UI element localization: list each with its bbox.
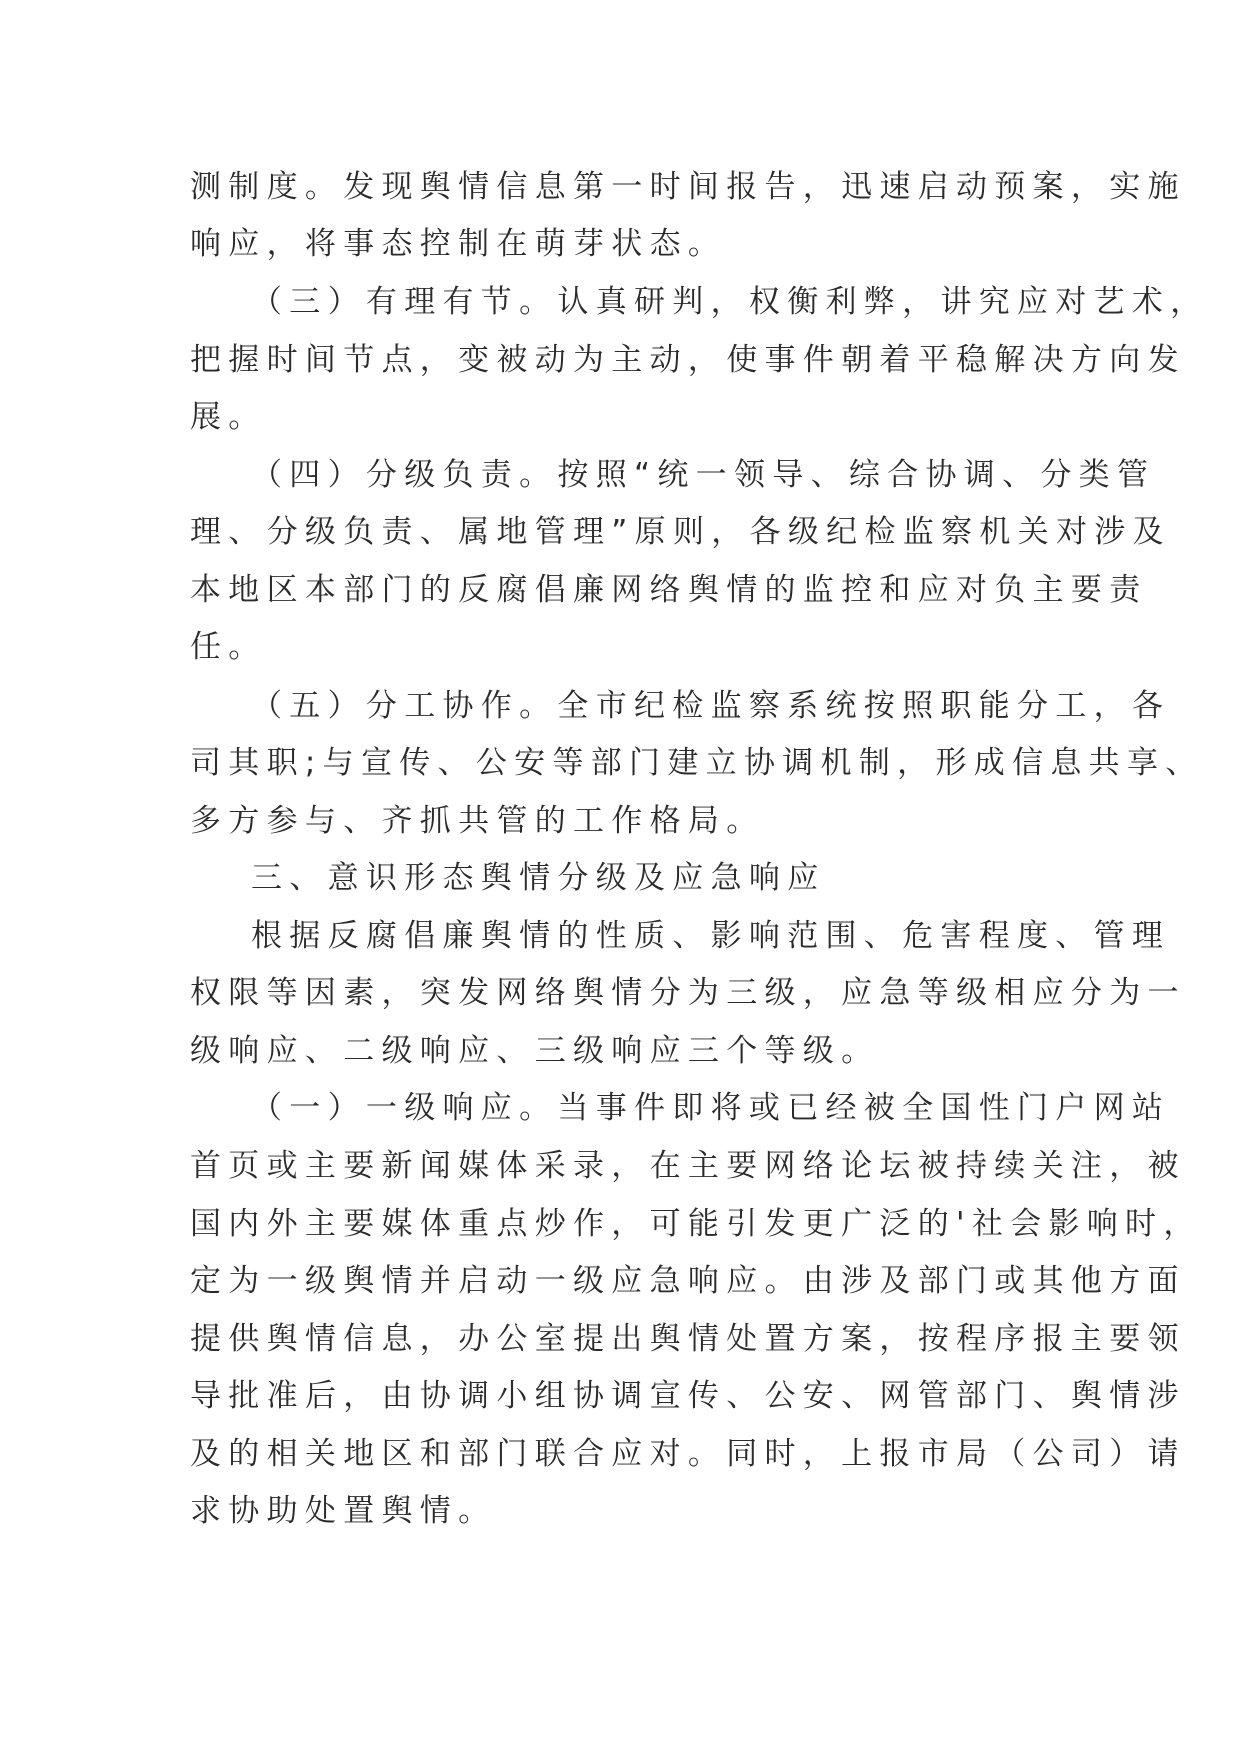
text-line: 理、分级负责、属地管理”原则，各级纪检监察机关对涉及 [190, 514, 1171, 550]
text-line: 导批准后，由协调小组协调宣传、公安、网管部门、舆情涉 [190, 1378, 1186, 1414]
paragraph-start-line: （一）一级响应。当事件即将或已经被全国性门户网站 [251, 1090, 1171, 1126]
text-line: 首页或主要新闻媒体采录，在主要网络论坛被持续关注，被 [190, 1148, 1186, 1184]
text-line: 提供舆情信息，办公室提出舆情处置方案，按程序报主要领 [190, 1321, 1186, 1357]
text-line: 及的相关地区和部门联合应对。同时，上报市局（公司）请 [190, 1436, 1186, 1472]
text-line: 测制度。发现舆情信息第一时间报告，迅速启动预案，实施 [190, 169, 1186, 205]
text-line: 多方参与、齐抓共管的工作格局。 [190, 803, 765, 839]
paragraph-start-line: （三）有理有节。认真研判，权衡利弊，讲究应对艺术， [251, 284, 1209, 320]
text-line: 求协助处置舆情。 [190, 1493, 497, 1529]
paragraph-start-line: （四）分级负责。按照“统一领导、综合协调、分类管 [251, 457, 1156, 493]
text-line: 把握时间节点，变被动为主动，使事件朝着平稳解决方向发 [190, 342, 1186, 378]
text-line: 定为一级舆情并启动一级应急响应。由涉及部门或其他方面 [190, 1263, 1186, 1299]
text-line: 权限等因素，突发网络舆情分为三级，应急等级相应分为一 [190, 975, 1186, 1011]
text-line: 本地区本部门的反腐倡廉网络舆情的监控和应对负主要责 [190, 572, 1148, 608]
text-line: 任。 [190, 629, 267, 665]
text-line: 响应，将事态控制在萌芽状态。 [190, 226, 727, 262]
section-heading: 三、意识形态舆情分级及应急响应 [251, 860, 826, 896]
text-line: 司其职;与宣传、公安等部门建立协调机制，形成信息共享、 [190, 745, 1204, 781]
text-line: 国内外主要媒体重点炒作，可能引发更广泛的'社会影响时， [190, 1206, 1202, 1242]
paragraph-start-line: 根据反腐倡廉舆情的性质、影响范围、危害程度、管理 [251, 918, 1171, 954]
text-line: 展。 [190, 399, 267, 435]
text-line: 级响应、二级响应、三级响应三个等级。 [190, 1033, 880, 1069]
paragraph-start-line: （五）分工协作。全市纪检监察系统按照职能分工，各 [251, 688, 1171, 724]
